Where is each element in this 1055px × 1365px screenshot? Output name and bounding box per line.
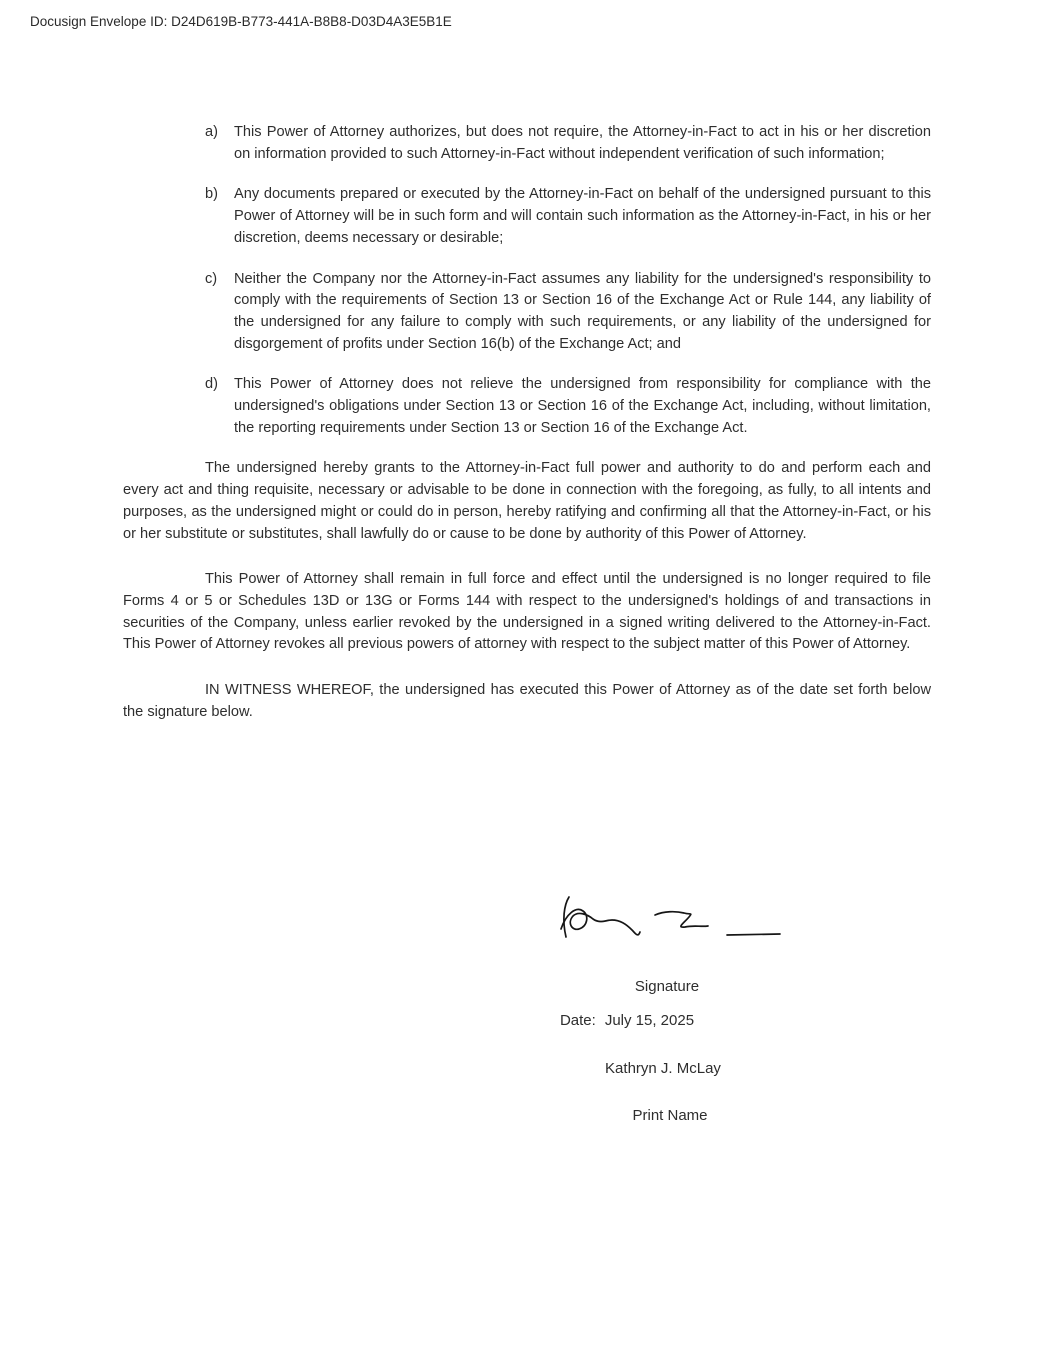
date-line [560, 1012, 694, 1029]
clause-c-text: Neither the Company nor the Attorney-in-Fact assumes any liability for the undersigned's responsibility to comply with the requirements of Section 13 or Section 16 of the Exchange Act or Rule 144, any liability of the undersigned for any failure to comply with such requirements, or any liability of the undersigned for disgorgement of profits under Section 16(b) of the Exchange Act; and [234, 270, 931, 352]
clause-c-marker: c) [205, 270, 218, 287]
date-value: July 15, 2025 [604, 1012, 695, 1029]
clause-b-text: Any documents prepared or executed by the Attorney-in-Fact on behalf of the undersigned pursuant to this Power of Attorney will be in such form and will contain such information as the Attorney-in-Fact, in his or her discretion, deems necessary or desirable; [234, 186, 931, 246]
clause-d [205, 374, 931, 439]
signature-stroke-flourish [655, 912, 708, 927]
signature-section [123, 877, 931, 1177]
paragraph-grant-of-authority: The undersigned hereby grants to the Attorney-in-Fact full power and authority to do and perform each and every act and thing requisite, necessary or advisable to be done in connection with the foregoing, as fully, to all intents and purposes, as the undersigned might or could do in person, hereby ratifying and confirming all that the Attorney-in-Fact, or his or her substitute or substitutes, shall lawfully do or cause to be done by authority of this Power of Attorney. [123, 460, 931, 542]
print-name-value: Kathryn J. McLay [605, 1060, 721, 1077]
signature-line [727, 934, 780, 935]
clause-a-marker: a) [205, 124, 218, 140]
clause-d-text: This Power of Attorney does not relieve the undersigned from responsibility for compliance with the undersigned's obligations under Section 13 or Section 16 of the Exchange Act, including, without limitation, the reporting requirements under Section 13 or Section 16 of the Exchange Act. [234, 376, 931, 436]
date-label: Date: [559, 1012, 596, 1029]
clause-a-text: This Power of Attorney authorizes, but does not require, the Attorney-in-Fact to act in his or her discretion on information provided to such Attorney-in-Fact without independent verification of such information; [234, 124, 931, 162]
clause-b-marker: b) [205, 186, 218, 203]
print-name-label: Print Name [632, 1107, 708, 1124]
clause-b [205, 184, 931, 249]
paragraph-in-witness-whereof: IN WITNESS WHEREOF, the undersigned has executed this Power of Attorney as of the date set forth below the signature below. [123, 682, 931, 720]
paragraph-duration-revocation: This Power of Attorney shall remain in full force and effect until the undersigned is no longer required to file Forms 4 or 5 or Schedules 13D or 13G or Forms 144 with respect to the undersigned's holdings of and transactions in securities of the Company, unless earlier revoked by the undersigned in a signed writing delivered to the Attorney-in-Fact. This Power of Attorney revokes all previous powers of attorney with respect to the subject matter of this Power of Attorney. [123, 571, 931, 653]
signature-scribble [545, 883, 800, 955]
signature-label: Signature [634, 978, 700, 995]
signature-stroke-loop [561, 910, 640, 935]
clause-a [205, 122, 931, 165]
clause-c [205, 269, 931, 356]
clause-d-marker: d) [205, 376, 218, 393]
docusign-envelope-id: Docusign Envelope ID: D24D619B-B773-441A-B8B8-D03D4A3E5B1E [30, 14, 452, 29]
